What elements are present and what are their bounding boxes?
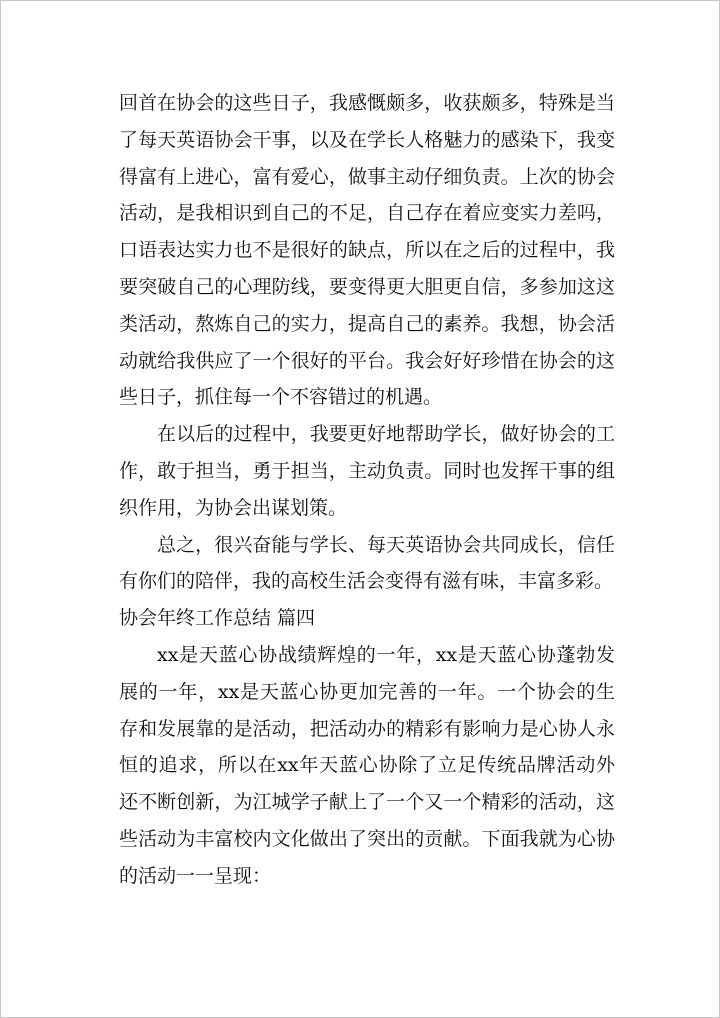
section-heading: 协会年终工作总结 篇四 [119, 607, 316, 630]
paragraph-reflection: 回首在协会的这些日子，我感慨颇多，收获颇多，特殊是当了每天英语协会干事，以及在学长人格魅力的感染下，我变得富有上进心，富有爱心，做事主动仔细负责。上次的协会活动，是我相识到自己的不足，自己存在着应变实力差吗，口语表达实力也不是很好的缺点，所以在之后的过程中，我要突破自己的心理防线，要变得更大胆更自信，多参加这这类活动，熬炼自己的实力，提高自己的素养。我想，协会活动就给我供应了一个很好的平台。我会好好珍惜在协会的这些日子，抓住每一个不容错过的机遇。 [119, 92, 615, 409]
paragraph-section-four-intro: xx是天蓝心协战绩辉煌的一年，xx是天蓝心协蓬勃发展的一年，xx是天蓝心协更加完善的一年。一个协会的生存和发展靠的是活动，把活动办的精彩有影响力是心协人永恒的追求，所以在xx年天蓝心协除了立足传统品牌活动外还不断创新，为江城学子献上了一个又一个精彩的活动，这些活动为丰富校内文化做出了突出的贡献。下面我就为心协的活动一一呈现： [119, 643, 615, 887]
paragraph-conclusion: 总之，很兴奋能与学长、每天英语协会共同成长，信任有你们的陪伴，我的高校生活会变得有滋有味，丰富多彩。 [119, 533, 615, 593]
document-body [119, 85, 615, 895]
paragraph-future-plans: 在以后的过程中，我要更好地帮助学长，做好协会的工作，敢于担当，勇于担当，主动负责。同时也发挥干事的组织作用，为协会出谋划策。 [119, 423, 615, 519]
